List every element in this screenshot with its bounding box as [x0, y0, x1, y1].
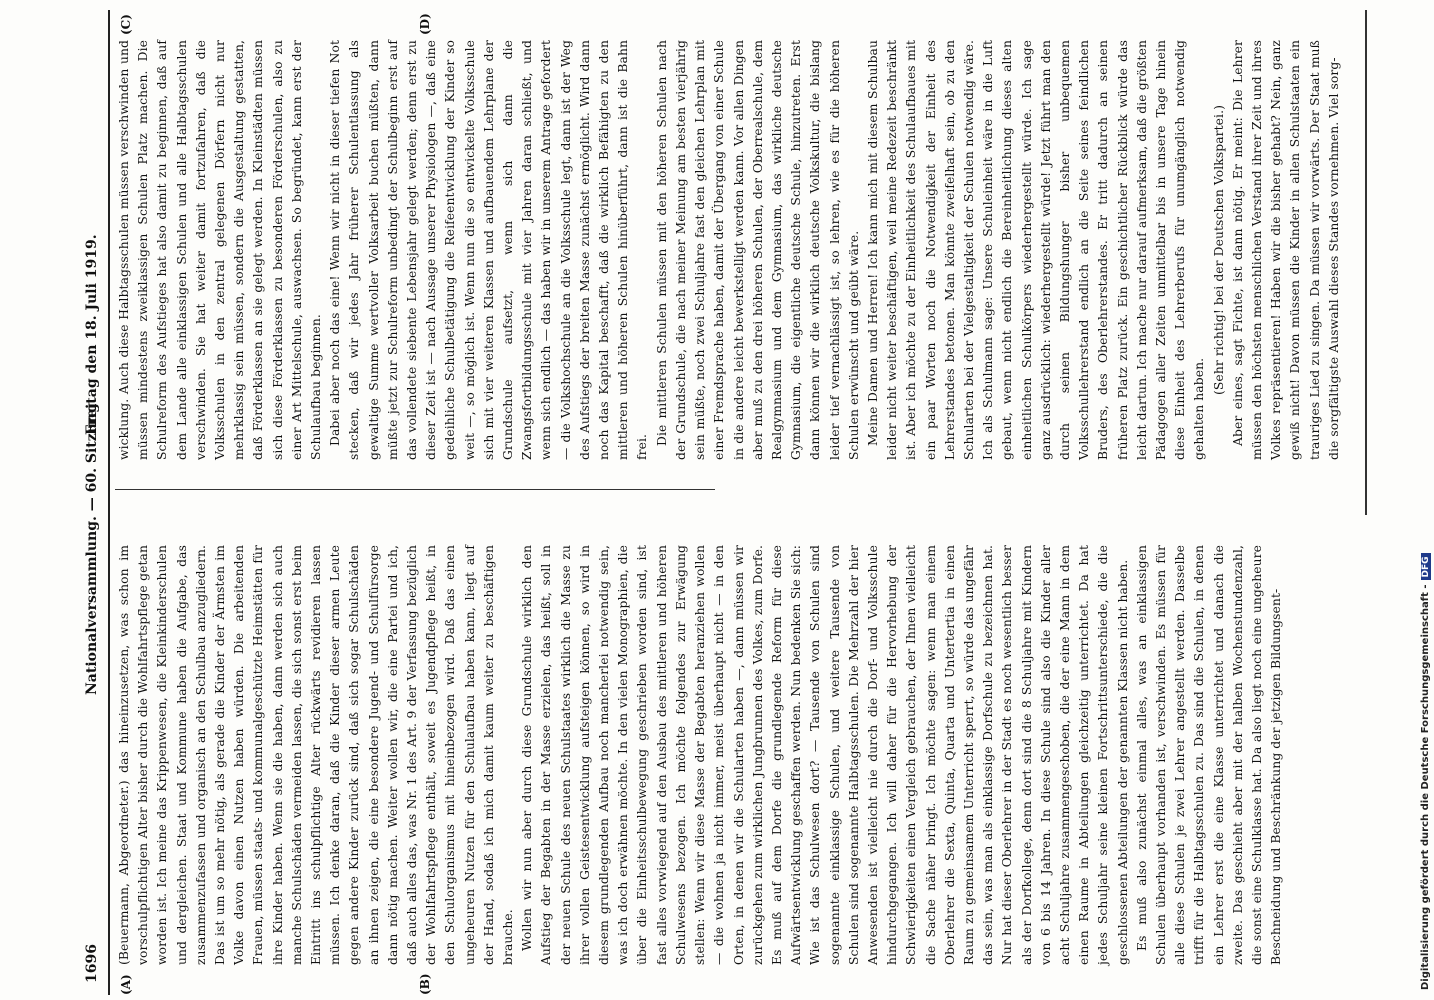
binding-edge-line	[1365, 10, 1367, 515]
margin-mark-a: (A)	[119, 974, 133, 995]
margin-mark-d: (D)	[418, 13, 432, 35]
left-paragraph-3: Es muß also zunächst einmal alles, was an einklassigen Schulen überhaupt vorhanden ist, verschwinden. Es müssen für alle diese Schulen je zwei Lehrer angestellt werden. Dasselbe trifft für die Halbtagsschulen zu. Das sind die Schulen, in denen ein Lehrer erst die eine Klasse unterrichtet und danach die zweite. Das geschieht aber mit der halben Wochenstundenzahl, die sonst eine Schulklasse hat. Da also liegt noch eine ungeheure Beschneidung und Beschränkung der jetzigen Bildungsent-	[1134, 545, 1284, 965]
left-column	[115, 545, 1284, 965]
right-paragraph-4: Meine Damen und Herren! Ich kann mich mit diesem Schulbau leider nicht weiter beschäftigen, weil meine Redezeit beschränkt ist. Aber ich möchte zu der Einheitlichkeit des Schulaufbaues mit ein paar Worten noch die Notwendigkeit der Einheit des Lehrerstandes betonen. Man könnte zweifelhaft sein, ob zu den Schularten bei der Vielgestaltigkeit der Schulen notwendig wäre. Ich als Schulmann sage: Unsere Schuleinheit wäre in die Luft gebaut, wenn nicht endlich die Bereinheitlichung dieses alten einheitlichen Schulkörpers wiederhergestellt würde. Ich sage ganz ausdrücklich: wiederhergestellt würde! Jetzt führt man den durch seinen Bildungshunger bisher unbequemen Volksschullehrerstand endlich an die Seite seines feindlichen Bruders, des Oberlehrerstandes. Er tritt dadurch an seinen früheren Platz zurück. Ein geschichtlicher Rückblick würde das leicht dartun. Ich mache nur darauf aufmerksam, daß die größten Pädagogen aller Zeiten unmittelbar bis in unsere Tage hinein diese Einheit des Lehrerberufs für unumgänglich notwendig gehalten haben.	[865, 40, 1207, 460]
page-header	[75, 10, 107, 995]
funding-note-text: Digitalisierung gefördert durch die Deutsche Forschungsgemeinschaft -	[1420, 584, 1431, 990]
right-paragraph-1: wicklung. Auch diese Halbtagsschulen müssen verschwinden und müssen mindestens zweiklassigen Schulen Platz machen. Die Schulreform des Aufstieges hat also damit zu beginnen, daß auf dem Lande alle einklassigen Schulen und alle Halbtagsschulen verschwinden. Sie hat weiter damit fortzufahren, daß die Volksschulen in den zentral gelegenen Dörfern nicht nur mehrklassig sein müssen, sondern die Ausgestaltung gestatten, daß Förderklassen an sie gelegt werden. In Kleinstädten müssen sich diese Förderklassen zu besonderen Förderschulen, also zu einer Art Mittelschule, auswachsen. So begründet, kann erst der Schulaufbau beginnen.	[117, 40, 324, 460]
right-paragraph-3: Die mittleren Schulen müssen mit den höheren Schulen nach der Grundschule, die nach meiner Meinung am besten vierjährig sein müßte, noch zwei Schuljahre fast den gleichen Lehrplan mit einer Fremdsprache haben, damit der Übergang von einer Schule in die andere leicht bewerkstelligt werden kann. Vor allen Dingen aber muß zu den drei höheren Schulen, der Oberrealschule, dem Realgymnasium und dem Gymnasium, das wirkliche deutsche Gymnasium, die eigentliche deutsche Schule, hinzutreten. Erst dann können wir die wirklich deutsche Volkskultur, die bislang leider tief vernachlässigt ist, so lehren, wie es für die höheren Schulen erwünscht und geübt wäre.	[654, 40, 861, 460]
left-paragraph-2: Wollen wir nun aber durch diese Grundschule wirklich den Aufstieg der Begabten in der Masse erzielen, das heißt, soll in der neuen Schule des neuen Schulstaates wirklich die Masse zu ihrer vollen Geistesentwicklung aufsteigen können, so wird in diesem grundlegenden Aufbau noch mancherlei notwendig sein, was ich doch erwähnen möchte. In den vielen Monographien, die über die Einheitsschulbewegung geschrieben worden sind, ist fast alles vorwiegend auf den Ausbau des mittleren und höheren Schulwesens bezogen. Ich möchte folgendes zur Erwägung stellen: Wenn wir diese Masse der Begabten heranziehen wollen — die wohnen ja nicht immer, meist überhaupt nicht — in den Orten, in denen wir die Schularten haben —, dann müssen wir zurückgehen zum wirklichen Jungbrunnen des Volkes, zum Dorfe. Es muß auf dem Dorfe die grundlegende Reform für diese Aufwärtsentwicklung geschaffen werden. Nun bedenken Sie sich: Wie ist das Schulwesen dort? — Tausende von Schulen sind sogenannte einklassige Schulen, und weitere Tausende von Schulen sind sogenannte Halbtagsschulen. Die Mehrzahl der hier Anwesenden ist vielleicht nie durch die Dorf- und Volksschule hindurchgegangen. Ich will daher für die Hervorhebung der Schwierigkeiten einen Vergleich gebrauchen, der Ihnen vielleicht die Sache näher bringt. Ich möchte sagen: wenn man einem Oberlehrer die Sexta, Quinta, Quarta und Untertertia in einen Raum zu gemeinsamem Unterricht sperrt, so würde das ungefähr das sein, was man als einklassige Dorfschule zu bezeichnen hat. Nur hat dieser Oberlehrer in der Stadt es noch wesentlich besser als der Dorfkollege, denn dort sind die 8 Schuljahre mit Kindern von 6 bis 14 Jahren. In diese Schule sind also die Kinder aller acht Schuljahre zusammengeschoben, die der eine Mann in dem einen Raume in Abteilungen gleichzeitig unterrichtet. Da hat jedes Schuljahr seine kleinen Fortschrittsunterschiede, die die geschlossenen Abteilungen der genannten Klassen nicht haben.	[520, 545, 1130, 965]
session-date: Freitag den 18. Juli 1919.	[84, 234, 100, 435]
page-title: Nationalversammlung. — 60. Sitzung.	[84, 398, 100, 695]
header-rule	[108, 10, 110, 995]
page-number: 1696	[84, 944, 100, 983]
column-divider	[115, 489, 715, 490]
right-paragraph-6: Aber eines, sagt Fichte, ist dann nötig. Er meint: Die Lehrer müssen den höchsten menschlichen Verstand ihrer Zeit und ihres Volkes repräsentieren! Haben wir die bisher gehabt? Nein, ganz gewiß nicht! Davon müssen die Kinder in allen Schulstaaten ein trauriges Lied zu singen. Da müssen wir vorwärts. Der Staat muß die sorgfältigste Auswahl dieses Standes vornehmen. Viel sorg-	[1230, 40, 1341, 460]
dfg-logo: DFG	[1421, 553, 1431, 580]
right-column	[115, 40, 1341, 460]
margin-mark-c: (C)	[119, 14, 133, 35]
margin-mark-b: (B)	[418, 973, 432, 995]
right-paragraph-interjection: (Sehr richtig! bei der Deutschen Volkspartei.)	[1211, 105, 1226, 395]
left-paragraph-1: (Beuermann, Abgeordneter.) das hineinzusetzen, was schon im vorschulpflichtigen Alter bisher durch die Wohlfahrtspflege getan worden ist. Ich meine das Krippenwesen, die Kleinkinderschulen und dergleichen. Staat und Kommune haben die Aufgabe, das zusammenzufassen und organisch an den Schulbau anzugliedern. Das ist um so mehr nötig, als gerade die Kinder der Ärmsten im Volke davon einen Nutzen haben würden. Die arbeitenden Frauen, müssen staats- und kommunalgeschützte Heimstätten für ihre Kinder haben. Wenn sie die haben, dann werden sich auch manche Schulschäden vermeiden lassen, die sich sonst erst beim Eintritt ins schulpflichtige Alter rückwärts revidieren lassen müssen. Ich denke daran, daß die Kinder dieser armen Leute gegen andere Kinder zurück sind, daß sich sogar Schulschäden an ihnen zeigen, die eine besondere Jugend- und Schulfürsorge dann nötig machen. Weiter wollen wir, die eine Partei und ich, daß auch alles das, was Nr. 1 des Art. 9 der Verfassung bezüglich der Wohlfahrtspflege enthält, soweit es Jugendpflege heißt, in den Schulorganismus mit hineinbezogen wird. Daß das einen ungeheuren Nutzen für den Schulaufbau haben kann, liegt auf der Hand, sodaß ich mich damit kaum weiter zu beschäftigen brauche.	[117, 545, 516, 965]
right-paragraph-2: Dabei aber noch das eine! Wenn wir nicht in dieser tiefen Not stecken, daß wir jedes Jahr früherer Schulentlassung als gewaltige Summe wertvoller Volksarbeit buchen müßten, dann müßte jetzt zur Schulreform unbedingt der Schulbeginn erst auf das vollendete siebente Lebensjahr gelegt werden; denn erst zu dieser Zeit ist — nach Aussage unserer Physiologen —, daß eine gedeihliche Schulbetätigung die Reifeentwicklung der Kinder so weit —, so möglich ist. Wenn nun die so entwickelte Volksschule sich mit vier weiteren Klassen und aufbauendem Lehrplane der Grundschule aufsetzt, wenn sich dann die Zwangsfortbildungsschule mit vier Jahren daran schließt, und wenn sich endlich — das haben wir in unserem Antrage gefordert — die Volkshochschule an die Volksschule legt, dann ist der Weg des Aufstiegs der breiten Masse zunächst ermöglicht. Wird dann noch das Kapital beschafft, daß die wirklich Befähigten zu den mittleren und höheren Schulen hinüberführt, dann ist die Bahn frei.	[328, 40, 650, 460]
funding-note	[1420, 10, 1434, 990]
rotated-newspaper-page	[75, 10, 1410, 995]
